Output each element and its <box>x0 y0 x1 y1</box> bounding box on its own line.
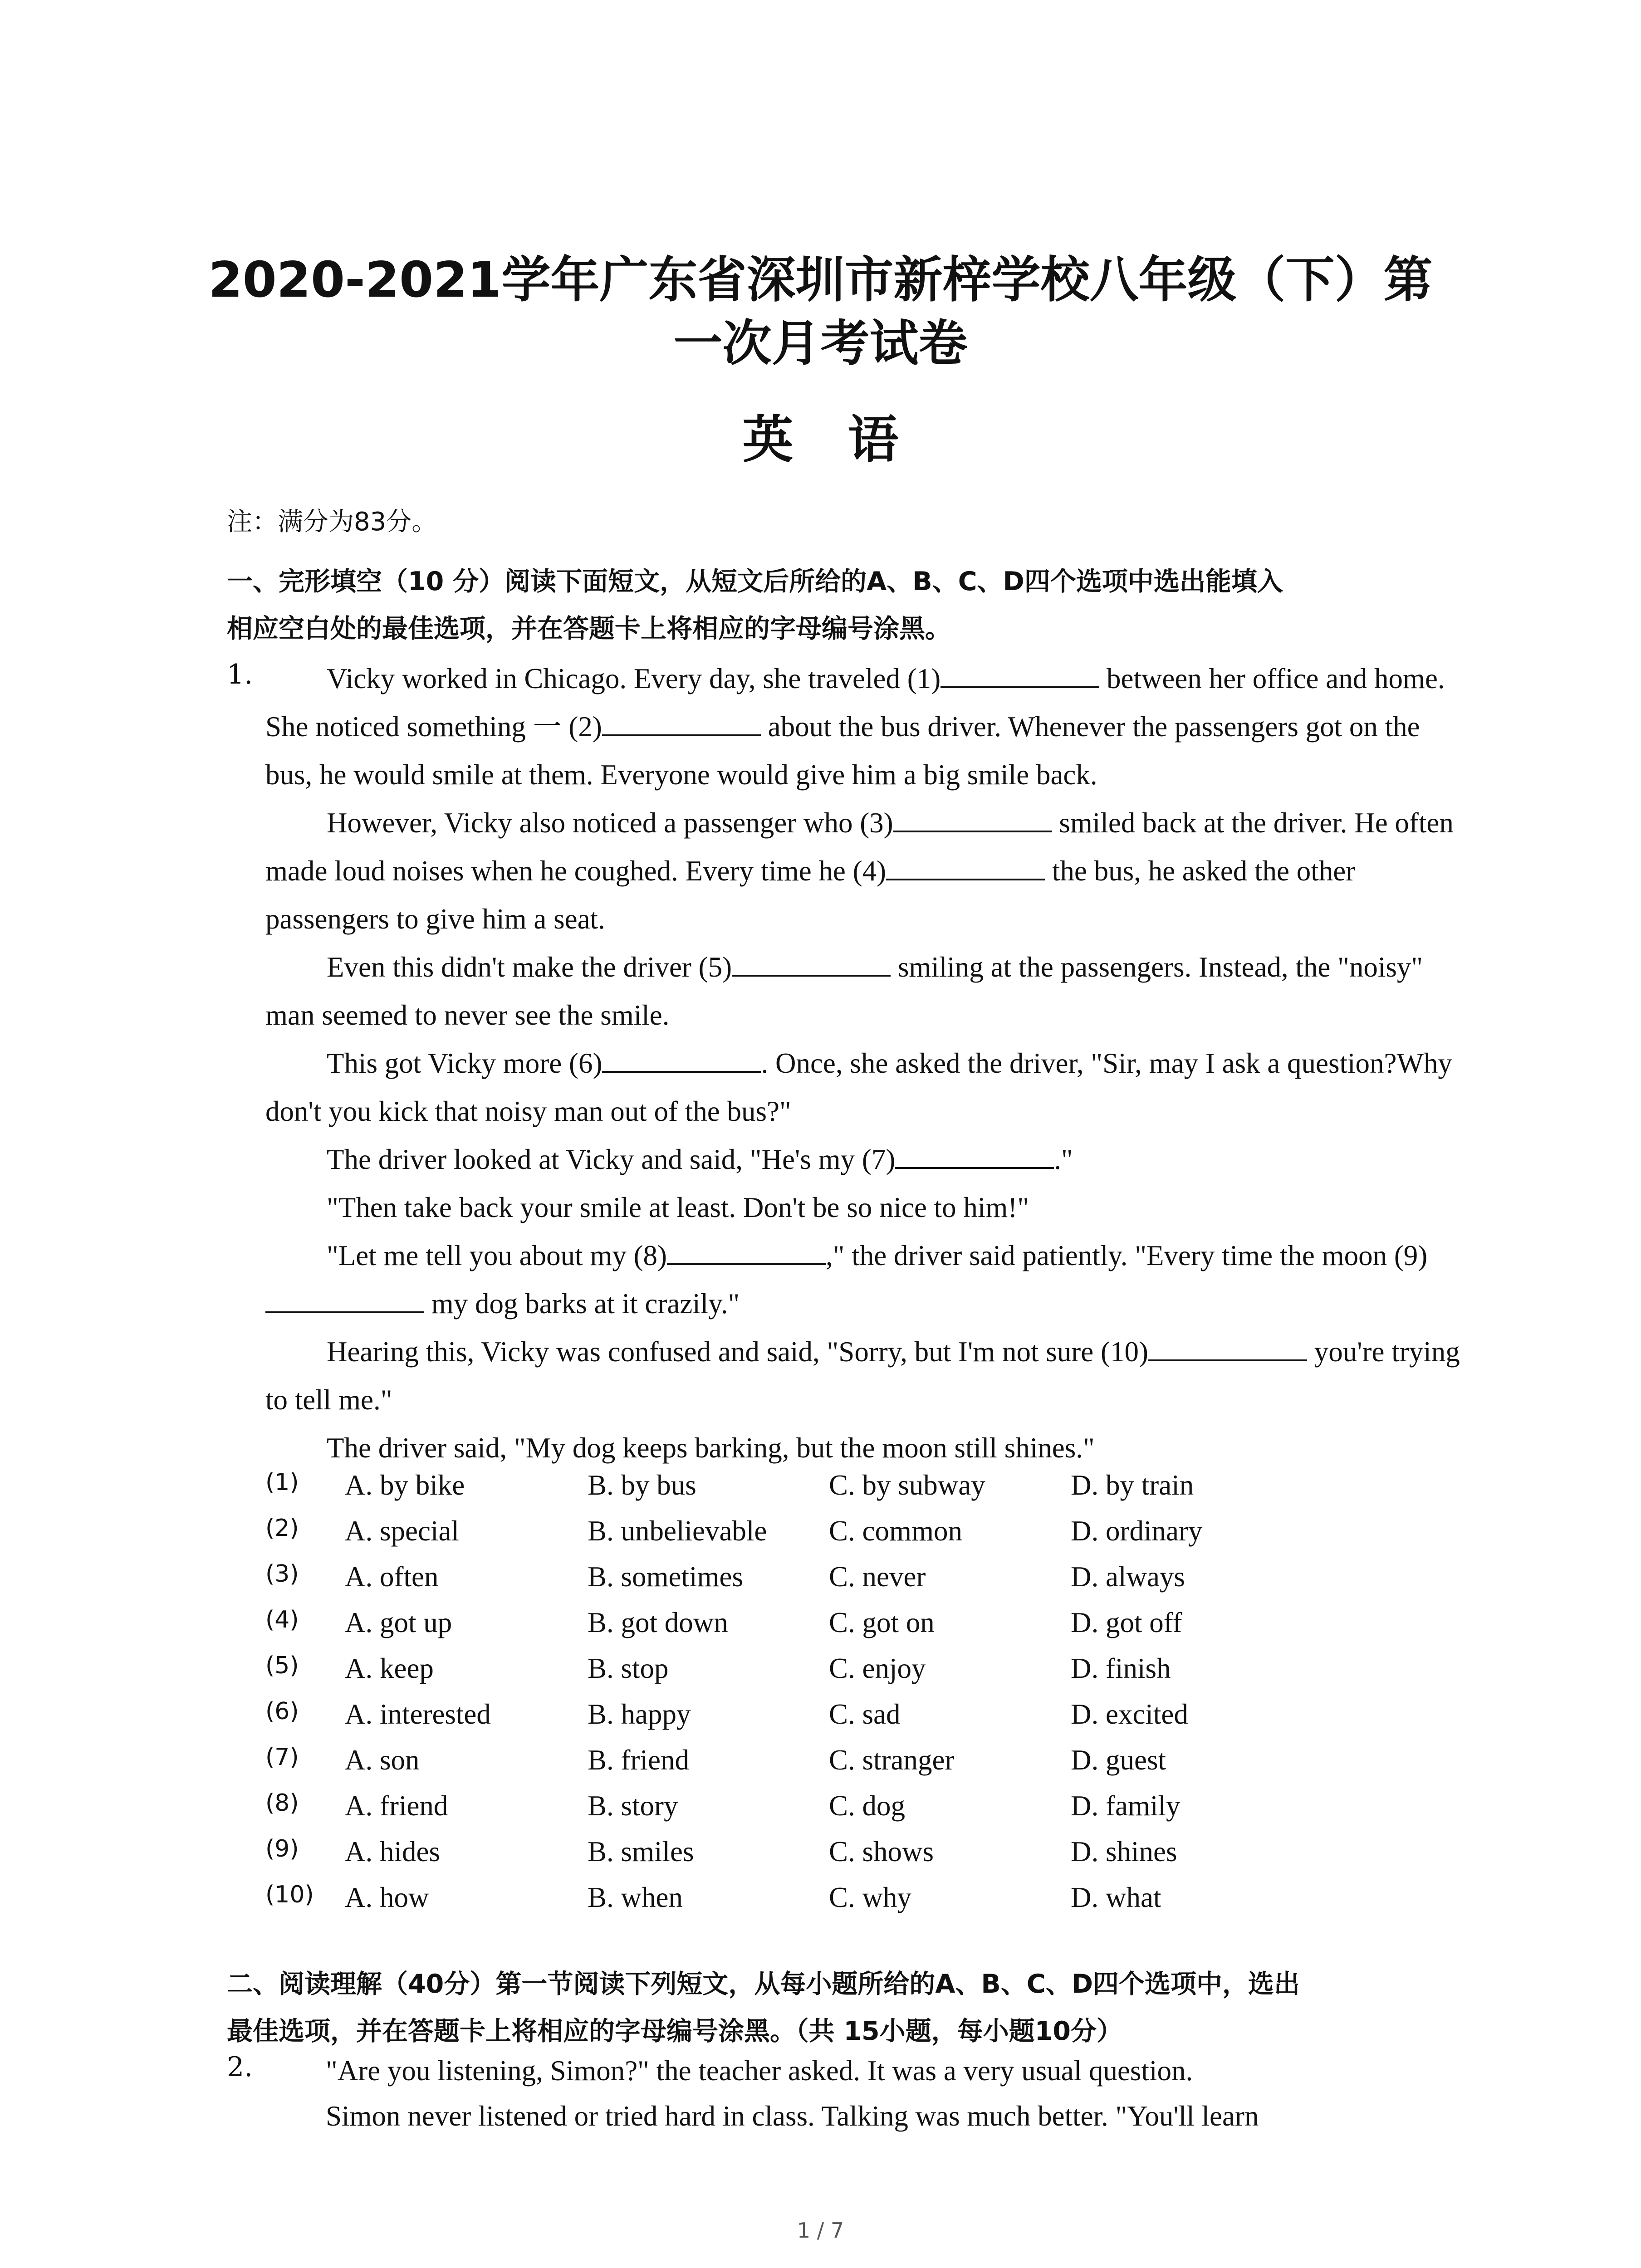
passage-paragraph: This got Vicky more (6) . Once, she asked the driver, "Sir, may I ask a question?Why don't you kick that noisy man out of the bus?" <box>265 1039 1463 1135</box>
blank-4 <box>886 853 1045 880</box>
passage-paragraph: Even this didn't make the driver (5) smiling at the passengers. Instead, the "noisy" man seemed to never see the smile. <box>265 943 1463 1039</box>
blank-6 <box>602 1046 761 1073</box>
passage-paragraph: The driver said, "My dog keeps barking, but the moon still shines." <box>327 1432 1095 1464</box>
question-2-number: 2. <box>227 2051 253 2083</box>
option-row: (2) A. special B. unbelievable C. common D. ordinary <box>265 1515 1203 1547</box>
option-row: (3) A. often B. sometimes C. never D. always <box>265 1560 1185 1593</box>
section-2-line-1: 二、阅读理解（40分）第一节阅读下列短文，从每小题所给的A、B、C、D四个选项中，选出 <box>227 1969 1300 1999</box>
reading-passage <box>326 2048 1469 2139</box>
passage-paragraph: Vicky worked in Chicago. Every day, she traveled (1) between her office and home. She noticed something 一 (2) about the bus driver. Whenever the passengers got on the bus, he would smile at them. Everyone would give him a big smile back. <box>265 655 1463 799</box>
passage-paragraph: "Let me tell you about my (8) ," the driver said patiently. "Every time the moon (9) my dog barks at it crazily." <box>265 1232 1463 1328</box>
options-table <box>265 1469 1309 1927</box>
option-row: (7) A. son B. friend C. stranger D. guest <box>265 1744 1166 1776</box>
section-2-line-2: 最佳选项，并在答题卡上将相应的字母编号涂黑。（共 15小题，每小题10分） <box>227 2016 1122 2046</box>
score-note: 注：满分为83分。 <box>227 507 437 537</box>
cloze-passage <box>265 655 1463 1472</box>
blank-2 <box>602 709 761 736</box>
passage-line: Simon never listened or tried hard in class. Talking was much better. "You'll learn <box>326 2100 1259 2132</box>
option-row: (6) A. interested B. happy C. sad D. excited <box>265 1698 1188 1730</box>
section-1-heading <box>227 558 1461 652</box>
option-row: (10) A. how B. when C. why D. what <box>265 1881 1161 1913</box>
option-row: (8) A. friend B. story C. dog D. family <box>265 1789 1181 1822</box>
blank-5 <box>732 949 891 977</box>
subject-heading: 英语 <box>742 411 953 469</box>
option-row: (5) A. keep B. stop C. enjoy D. finish <box>265 1652 1171 1684</box>
option-row: (4) A. got up B. got down C. got on D. got off <box>265 1606 1182 1638</box>
blank-10 <box>1148 1334 1307 1361</box>
blank-7 <box>895 1142 1054 1169</box>
blank-8 <box>667 1238 826 1265</box>
option-row: (9) A. hides B. smiles C. shows D. shines <box>265 1835 1177 1867</box>
passage-paragraph: However, Vicky also noticed a passenger who (3) smiled back at the driver. He often made loud noises when he coughed. Every time he (4) the bus, he asked the other passengers to give him a seat. <box>265 799 1463 943</box>
section-1-line-1: 一、完形填空（10 分）阅读下面短文，从短文后所给的A、B、C、D四个选项中选出能填入 <box>227 567 1283 596</box>
blank-3 <box>893 805 1052 832</box>
passage-paragraph: Hearing this, Vicky was confused and said, "Sorry, but I'm not sure (10) you're trying to tell me." <box>265 1328 1463 1424</box>
section-2-heading <box>227 1960 1461 2055</box>
section-1-line-2: 相应空白处的最佳选项，并在答题卡上将相应的字母编号涂黑。 <box>227 614 951 644</box>
passage-line: "Are you listening, Simon?" the teacher asked. It was a very usual question. <box>326 2055 1193 2087</box>
blank-9 <box>265 1286 424 1313</box>
page-number: 1 / 7 <box>797 2218 844 2243</box>
title-line-1: 2020-2021学年广东省深圳市新梓学校八年级（下）第 <box>208 252 1433 308</box>
page-title <box>113 249 1528 376</box>
option-row: (1) A. by bike B. by bus C. by subway D. by train <box>265 1469 1194 1501</box>
passage-paragraph: The driver looked at Vicky and said, "He's my (7) ." <box>265 1135 1463 1183</box>
title-line-2: 一次月考试卷 <box>673 315 968 372</box>
passage-paragraph: "Then take back your smile at least. Don't be so nice to him!" <box>327 1192 1029 1223</box>
question-1-number: 1. <box>227 659 253 690</box>
blank-1 <box>941 661 1099 688</box>
